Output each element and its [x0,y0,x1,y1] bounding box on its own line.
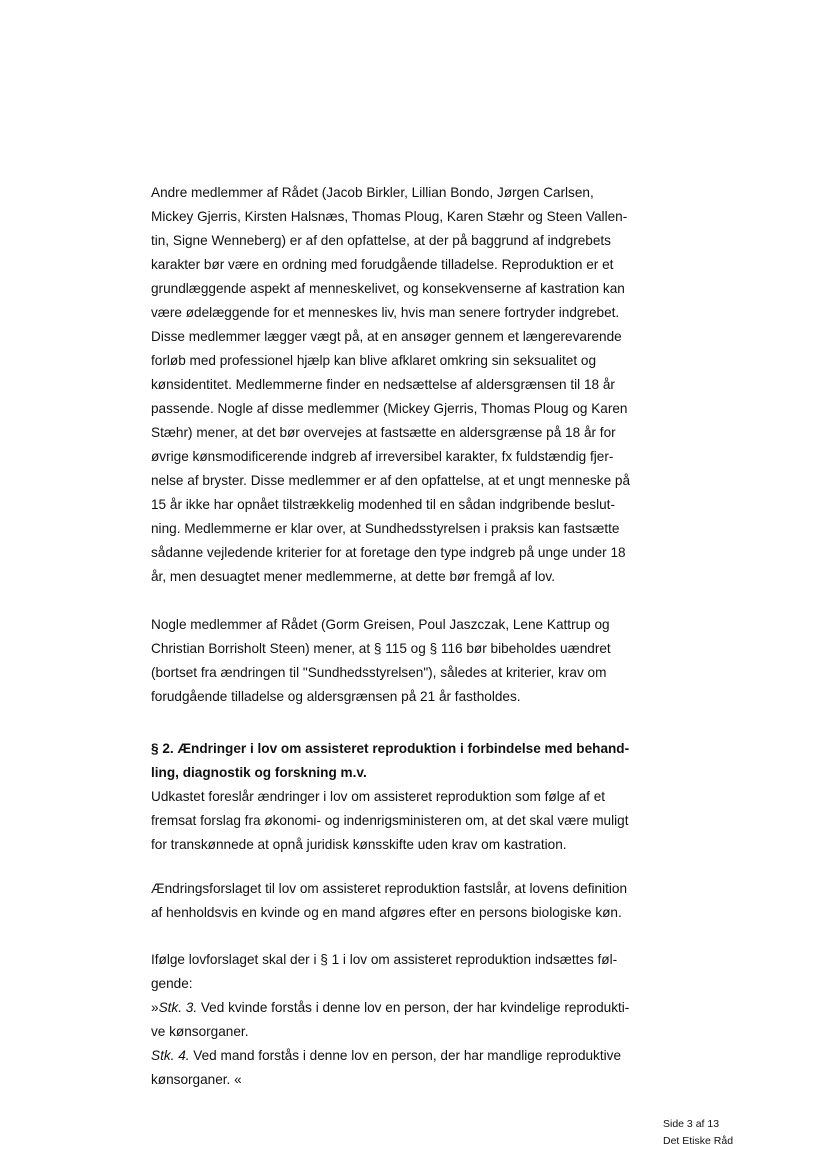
text-line: forløb med professionel hjælp kan blive afklaret omkring sin seksualitet og [151,353,597,368]
text-line: gende: [151,976,193,991]
heading-line: ling, diagnostik og forskning m.v. [151,765,367,780]
text-line: af henholdsvis en kvinde og en mand afgøres efter en persons biologiske køn. [151,905,622,920]
quote-open-mark: » [151,1000,159,1015]
text-line: ning. Medlemmerne er klar over, at Sundhedsstyrelsen i praksis kan fastsætte [151,521,620,536]
text-line: Stæhr) mener, at det bør overvejes at fastsætte en aldersgrænse på 18 år for [151,425,616,440]
text-line: Mickey Gjerris, Kirsten Halsnæs, Thomas Ploug, Karen Stæhr og Steen Vallen- [151,209,628,224]
text-line: (bortset fra ændringen til "Sundhedsstyrelsen"), således at kriterier, krav om [151,665,607,680]
page-number: Side 3 af 13 [663,1118,720,1130]
text-line: år, men desuagtet mener medlemmerne, at dette bør fremgå af lov. [151,569,555,584]
text-line: Udkastet foreslår ændringer i lov om assisteret reproduktion som følge af et [151,789,606,804]
stk4-label: Stk. 4. [151,1048,190,1063]
text-line: Nogle medlemmer af Rådet (Gorm Greisen, Poul Jaszczak, Lene Kattrup og [151,617,610,632]
text-line: karakter bør være en ordning med forudgående tilladelse. Reproduktion er et [151,257,614,272]
text-line: øvrige kønsmodificerende indgreb af irreversibel karakter, fx fuldstændig fjer- [151,449,614,464]
text-line: tin, Signe Wenneberg) er af den opfattelse, at der på baggrund af indgrebets [151,233,611,248]
text-line: Andre medlemmer af Rådet (Jacob Birkler, Lillian Bondo, Jørgen Carlsen, [151,185,594,200]
text-line: Disse medlemmer lægger vægt på, at en ansøger gennem et længerevarende [151,329,622,344]
text-line: nelse af bryster. Disse medlemmer er af den opfattelse, at et ungt menneske på [151,473,631,488]
text-line: kønsidentitet. Medlemmerne finder en nedsættelse af aldersgrænsen til 18 år [151,377,615,392]
stk4-text: Ved mand forstås i denne lov en person, der har mandlige reproduktive [189,1048,622,1063]
text-line: sådanne vejledende kriterier for at foretage den type indgreb på unge under 18 [151,545,626,560]
text-line: Christian Borrisholt Steen) mener, at § 115 og § 116 bør bibeholdes uændret [151,641,611,656]
text-line: Ifølge lovforslaget skal der i § 1 i lov om assisteret reproduktion indsættes føl- [151,952,618,967]
stk3-text: Ved kvinde forstås i denne lov en person, der har kvindelige reprodukti- [197,1000,630,1015]
stk3-label: Stk. 3. [158,1000,198,1015]
text-line: 15 år ikke har opnået tilstrækkelig modenhed til en sådan indgribende beslut- [151,497,615,512]
heading-line: § 2. Ændringer i lov om assisteret reproduktion i forbindelse med behand- [151,741,630,756]
text-line: ve kønsorganer. [151,1024,249,1039]
text-line: grundlæggende aspekt af menneskelivet, og konsekvenserne af kastration kan [151,281,625,296]
quote-line-stk3 [151,996,629,1020]
text-line: passende. Nogle af disse medlemmer (Mickey Gjerris, Thomas Ploug og Karen [151,401,628,416]
organization-name: Det Etiske Råd [663,1135,734,1147]
quote-line-stk4 [151,1044,621,1068]
text-line: forudgående tilladelse og aldersgrænsen på 21 år fastholdes. [151,689,521,704]
text-line: fremsat forslag fra økonomi- og indenrigsministeren om, at det skal være muligt [151,813,629,828]
text-line: Ændringsforslaget til lov om assisteret reproduktion fastslår, at lovens definition [151,881,628,896]
text-line: kønsorganer. « [151,1072,242,1087]
text-line: være ødelæggende for et menneskes liv, hvis man senere fortryder indgrebet. [151,305,620,320]
text-line: for transkønnede at opnå juridisk kønsskifte uden krav om kastration. [151,837,567,852]
